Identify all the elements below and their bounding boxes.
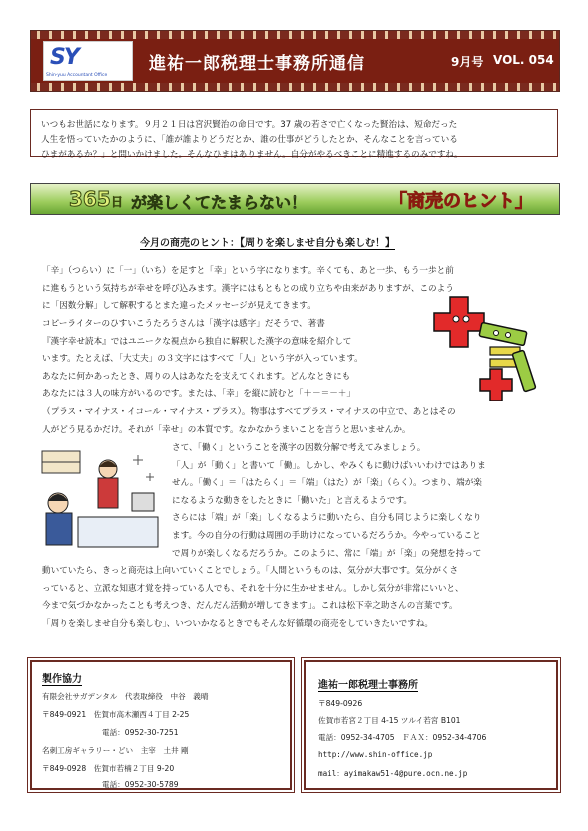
intro-line: ひまがあるか？」と問いかけました。そんなひまはありません。自分がやるべきことに精進するのみですね。 bbox=[41, 150, 463, 160]
article-line: 動いていたら、きっと商売は上向いていくことでしょう。「人間というものは、気分が大事です。気分がくさ bbox=[42, 566, 459, 576]
article-line: コピーライターのひすいこうたろうさんは「漢字は感字」だそうで、著書 bbox=[42, 319, 325, 329]
article-line: さて、「働く」ということを漢字の因数分解で考えてみましょう。 bbox=[172, 443, 426, 453]
intro-line: いつもお世話になります。９月２１日は宮沢賢治の命日です。37 歳の若さで亡くなった賢治は、短命だった bbox=[41, 120, 458, 130]
logo-subtitle: Shin-yuu Accountant Office bbox=[46, 73, 108, 78]
production-credits-box bbox=[30, 660, 292, 790]
issue-month: 9月号 bbox=[451, 55, 484, 69]
seated-worker-icon bbox=[46, 493, 72, 545]
second-plus-character-icon bbox=[480, 369, 512, 401]
office-logo bbox=[43, 41, 133, 81]
banner-number-suffix: 日 bbox=[111, 195, 124, 209]
office-email-link[interactable]: mail：ayimakaw51-4@pure.ocn.ne.jp bbox=[318, 769, 468, 778]
article-title: 今月の商売のヒント：【周りを楽しませ自分も楽しむ！】 bbox=[140, 234, 395, 250]
office-shelf-icon bbox=[42, 451, 80, 473]
plus-character-icon bbox=[434, 297, 484, 347]
article-paragraph bbox=[42, 263, 454, 316]
article-line: 『漢字幸せ読本』ではユニークな視点から独自に解釈した漢字の意味を紹介して bbox=[42, 336, 352, 347]
plus-minus-characters-illustration bbox=[430, 289, 550, 401]
banner-hint-label: 「商売のヒント」 bbox=[389, 191, 533, 212]
article-line: せん。「働く」＝「はたらく」＝「端」（はた）が「楽」（らく）。つまり、端が楽 bbox=[172, 478, 482, 489]
header-stripe-bottom bbox=[31, 83, 559, 91]
credits-title: 製作協力 bbox=[42, 670, 82, 686]
header-stripe-top bbox=[31, 31, 559, 39]
credits-line: 有限会社サガデンタル 代表取締役 中谷 義晴 bbox=[42, 692, 209, 701]
logo-mark: SY bbox=[50, 45, 78, 70]
article-paragraph bbox=[42, 404, 456, 439]
second-minus-character-icon bbox=[512, 350, 536, 392]
newsletter-title: 進祐一郎税理士事務所通信 bbox=[149, 54, 365, 74]
article-paragraph bbox=[172, 440, 486, 563]
office-contact-box bbox=[304, 660, 558, 790]
article-line: （プラス・マイナス・イコール・マイナス・プラス）。物事はすべてプラス・マイナスの中立で、あとはその bbox=[42, 407, 456, 417]
article-paragraph bbox=[42, 316, 363, 404]
office-address: 佐賀市若宮２丁目 4-15 ツルイ若宮 B101 bbox=[318, 716, 461, 725]
office-workers-illustration bbox=[38, 447, 162, 552]
office-title: 進祐一郎税理士事務所 bbox=[318, 676, 418, 692]
article-paragraph bbox=[42, 563, 464, 633]
article-line: に「因数分解」して解釈するとまた違ったメッセージが見えてきます。 bbox=[42, 301, 316, 312]
credits-line: 〒849-0921 佐賀市高木瀬西４丁目 2-25 bbox=[42, 710, 190, 719]
minus-character-icon bbox=[479, 322, 527, 345]
banner-text: が楽しくてたまらない！ bbox=[131, 193, 308, 212]
article-line: さらには「端」が「楽」しくなるように動いたら、自分も同じように楽しくなり bbox=[172, 513, 482, 524]
intro-line: 人生を悟っていたかのように、「誰が誰よりどうだとか、誰の仕事がどうしたとか、そんなことを言っている bbox=[41, 135, 458, 145]
article-line: います。たとえば、「大丈夫」の３文字にはすべて「人」という字が入っています。 bbox=[42, 354, 363, 365]
credits-line: 〒849-0928 佐賀市若楠２丁目 9-20 bbox=[42, 764, 175, 773]
article-line: になるような動きをしたときに「働いた」と言えるようです。 bbox=[172, 495, 412, 506]
article-line: 「周りを楽しませ自分も楽しむ」、いついかなるときでもそんな好循環の商売をしていきたいですね。 bbox=[42, 618, 434, 629]
credits-line: 電話：0952-30-7251 bbox=[102, 728, 179, 737]
office-postal-code: 〒849-0926 bbox=[318, 699, 363, 708]
article-line: 「辛」（つらい）に「一」（いち）を足すと「幸」という字になります。辛くても、あと一歩、もう一歩と前 bbox=[42, 266, 454, 276]
newsletter-header bbox=[30, 30, 560, 92]
article-line: 人がどう見るかだけ。それが「幸せ」の本質です。なかなかうまいことを言うと思いませんか。 bbox=[42, 424, 411, 435]
office-website-link[interactable]: http://www.shin-office.jp bbox=[318, 750, 433, 759]
issue-volume: VOL. 054 bbox=[493, 53, 554, 67]
article-line: っていると、立派な知恵才覚を持っている人でも、それを十分に生かせません。しかし気分が非常にいいと、 bbox=[42, 583, 464, 594]
office-phone-fax: 電話：0952-34-4705 ＦＡＸ：0952-34-4706 bbox=[318, 733, 487, 742]
intro-box bbox=[30, 109, 558, 160]
article-line: 今まで気づかなかったことも考えつき、だんだん活動が増してきます」。これは松下幸之助さんの言葉です。 bbox=[42, 601, 458, 612]
credits-line: 電話：0952-30-5789 bbox=[102, 780, 179, 789]
article-line: に進もうという気持ちが幸せを呼び込みます。漢字にはもともとの成り立ちや由来がありますが、このよう bbox=[42, 283, 454, 294]
worker-figure-icon bbox=[98, 460, 118, 508]
article-line: 「人」が「動く」と書いて「働」。しかし、やみくもに動けばいいわけではありま bbox=[172, 460, 486, 471]
banner-number: 365 bbox=[69, 187, 111, 211]
article-line: で周りが楽しくなるだろうか。このように、常に「端」が「楽」の発想を持って bbox=[172, 548, 482, 559]
hint-banner bbox=[30, 183, 560, 215]
article-line: ます。今の自分の行動は周囲の手助けになっているだろうか。今やっていること bbox=[172, 530, 481, 541]
credits-line: 名刺工房ギャラリー・どい 主宰 土井 剛 bbox=[42, 746, 189, 755]
article-line: あなたには３人の味方がいるのです。または、「幸」を縦に読むと「＋－＝－＋」 bbox=[42, 389, 355, 400]
article-line: あなたに何かあったとき、周りの人はあなたを支えてくれます。どんなときにも bbox=[42, 371, 351, 382]
